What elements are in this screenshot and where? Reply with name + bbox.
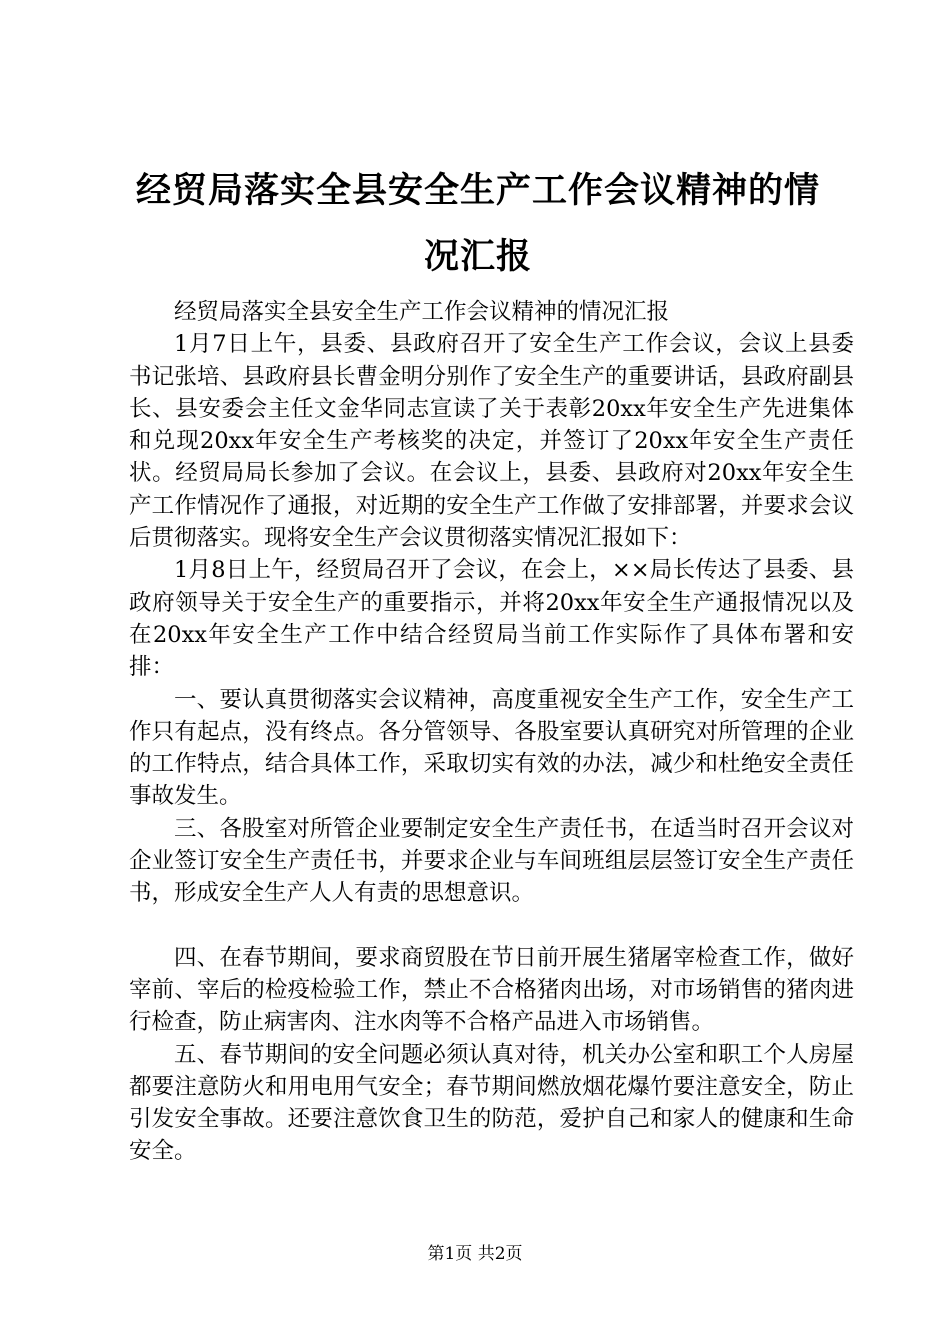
paragraph-item-three: 三、各股室对所管企业要制定安全生产责任书，在适当时召开会议对企业签订安全生产责任书，并要求企业与车间班组层层签订安全生产责任书，形成安全生产人人有责的思想意识。: [129, 815, 854, 907]
paragraph-meeting-summary: 1月7日上午，县委、县政府召开了安全生产工作会议，会议上县委书记张培、县政府县长曹金明分别作了安全生产的重要讲话，县政府副县长、县安委会主任文金华同志宣读了关于表彰20xx年安全生产先进集体和兑现20xx年安全生产考核奖的决定，并签订了20xx年安全生产责任状。经贸局局长参加了会议。在会议上，县委、县政府对20xx年安全生产工作情况作了通报，对近期的安全生产工作做了安排部署，并要求会议后贯彻落实。现将安全生产会议贯彻落实情况汇报如下：: [129, 331, 854, 552]
document-body: [129, 296, 854, 1168]
paragraph-subtitle: 经贸局落实全县安全生产工作会议精神的情况汇报: [174, 299, 670, 325]
page-number-footer: 第1页 共2页: [427, 1244, 523, 1264]
paragraph-item-one: 一、要认真贯彻落实会议精神，高度重视安全生产工作，安全生产工作只有起点，没有终点。各分管领导、各股室要认真研究对所管理的企业的工作特点，结合具体工作，采取切实有效的办法，减少和杜绝安全责任事故发生。: [129, 686, 854, 810]
paragraph-item-five: 五、春节期间的安全问题必须认真对待，机关办公室和职工个人房屋都要注意防火和用电用气安全；春节期间燃放烟花爆竹要注意安全，防止引发安全事故。还要注意饮食卫生的防范，爱护自己和家人的健康和生命安全。: [129, 1041, 854, 1165]
document-title: 经贸局落实全县安全生产工作会议精神的情况汇报: [135, 170, 820, 277]
paragraph-bureau-meeting: 1月8日上午，经贸局召开了会议，在会上，××局长传达了县委、县政府领导关于安全生产的重要指示，并将20xx年安全生产通报情况以及在20xx年安全生产工作中结合经贸局当前工作实际作了具体布署和安排：: [129, 557, 854, 681]
paragraph-item-four: 四、在春节期间，要求商贸股在节日前开展生猪屠宰检查工作，做好宰前、宰后的检疫检验工作，禁止不合格猪肉出场，对市场销售的猪肉进行检查，防止病害肉、注水肉等不合格产品进入市场销售。: [129, 944, 854, 1036]
